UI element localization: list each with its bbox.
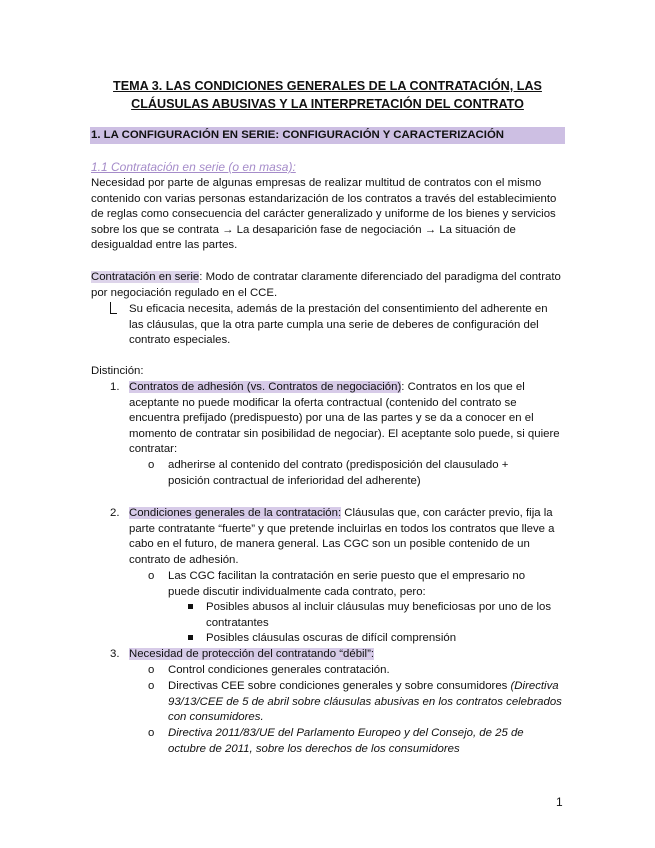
item-3-number: 3. [110,648,120,660]
item-3-sub-3: Directiva 2011/83/UE del Parlamento Europeo y del Consejo, de 25 de octubre de 2011, sobre los derechos de los consumidores [168,727,524,755]
subsection-heading: 1.1 Contratación en serie (o en masa): [91,160,296,174]
item-3-sub-2-italic: (Directiva 93/13/CEE de 5 de abril sobre cláusulas abusivas en los contratos celebrados con consumidores. [168,680,562,724]
serie-paragraph [91,270,561,301]
item-2-term: Condiciones generales de la contratación: [129,507,342,519]
circle-bullet-icon: o [148,664,155,676]
title-line-2: CLÁUSULAS ABUSIVAS Y LA INTERPRETACIÓN DEL CONTRATO [131,97,524,111]
item-2-text [129,506,562,568]
item-3-sub-1: Control condiciones generales contratación. [168,664,390,676]
section-heading: 1. LA CONFIGURACIÓN EN SERIE: CONFIGURACIÓN Y CARACTERIZACIÓN [90,127,565,144]
serie-term: Contratación en serie [91,271,200,283]
item-3-sub-2 [168,679,562,726]
circle-bullet-icon: o [148,570,155,582]
serie-note: Su eficacia necesita, además de la prestación del consentimiento del adherente en las cláusulas, que la otra parte cumpla una serie de deberes de configuración del contrato especiales. [129,303,548,347]
item-2-number: 2. [110,507,120,519]
document-title [90,77,565,113]
square-bullet-icon [188,604,193,609]
item-3-text [129,647,562,663]
item-1-term: Contratos de adhesión (vs. Contratos de negociación) [129,381,402,393]
corner-arrow-icon [110,302,117,314]
serie-definition: : Modo de contratar claramente diferenciado del paradigma del contrato por negociación regulado en el CCE. [91,271,561,299]
circle-bullet-icon: o [148,680,155,692]
item-2-subsub-1: Posibles abusos al incluir cláusulas muy beneficiosas por uno de los contratantes [206,601,552,629]
item-1-number: 1. [110,381,120,393]
intro-paragraph: Necesidad por parte de algunas empresas de realizar multitud de contratos con el mismo contenido con varias personas estandarización de los contratos a través del establecimiento de reglas como consecuencia del carácter generalizado y uniforme de los bienes y servicios sobre los que se contrata → La desaparición fase de negociación → La situación de desigualdad entre las partes. [91,177,557,252]
item-2-subsub-2: Posibles cláusulas oscuras de difícil comprensión [206,632,457,644]
square-bullet-icon [188,635,193,640]
title-line-1: TEMA 3. LAS CONDICIONES GENERALES DE LA CONTRATACIÓN, LAS [113,79,542,93]
page-number: 1 [556,795,563,809]
circle-bullet-icon: o [148,459,155,471]
item-1-text [129,380,562,458]
item-2-sub: Las CGC facilitan la contratación en serie puesto que el empresario no puede discutir individualmente cada contrato, pero: [168,570,526,598]
item-1-sub: adherirse al contenido del contrato (predisposición del clausulado + posición contractual de inferioridad del adherente) [168,459,509,487]
circle-bullet-icon: o [148,727,155,739]
item-1-body: : Contratos en los que el aceptante no puede modificar la oferta contractual (contenido del contrato se encuentra prefijado (predispuesto) por una de las partes y se da a conocer en el momento de contratar sin posibilidad de negociar). El aceptante solo puede, si quiere contratar: [129,381,560,456]
item-3-term: Necesidad de protección del contratando “débil”: [129,648,375,660]
distincion-label: Distinción: [91,365,144,377]
item-3-sub-2-text: Directivas CEE sobre condiciones generales y sobre consumidores [168,680,511,692]
item-2-body: Cláusulas que, con carácter previo, fija la parte contratante “fuerte” y que pretende incluirlas en todos los contratos que lleve a cabo en el futuro, de manera general. Las CGC son un posible contenido de un contrato de adhesión. [129,507,555,566]
